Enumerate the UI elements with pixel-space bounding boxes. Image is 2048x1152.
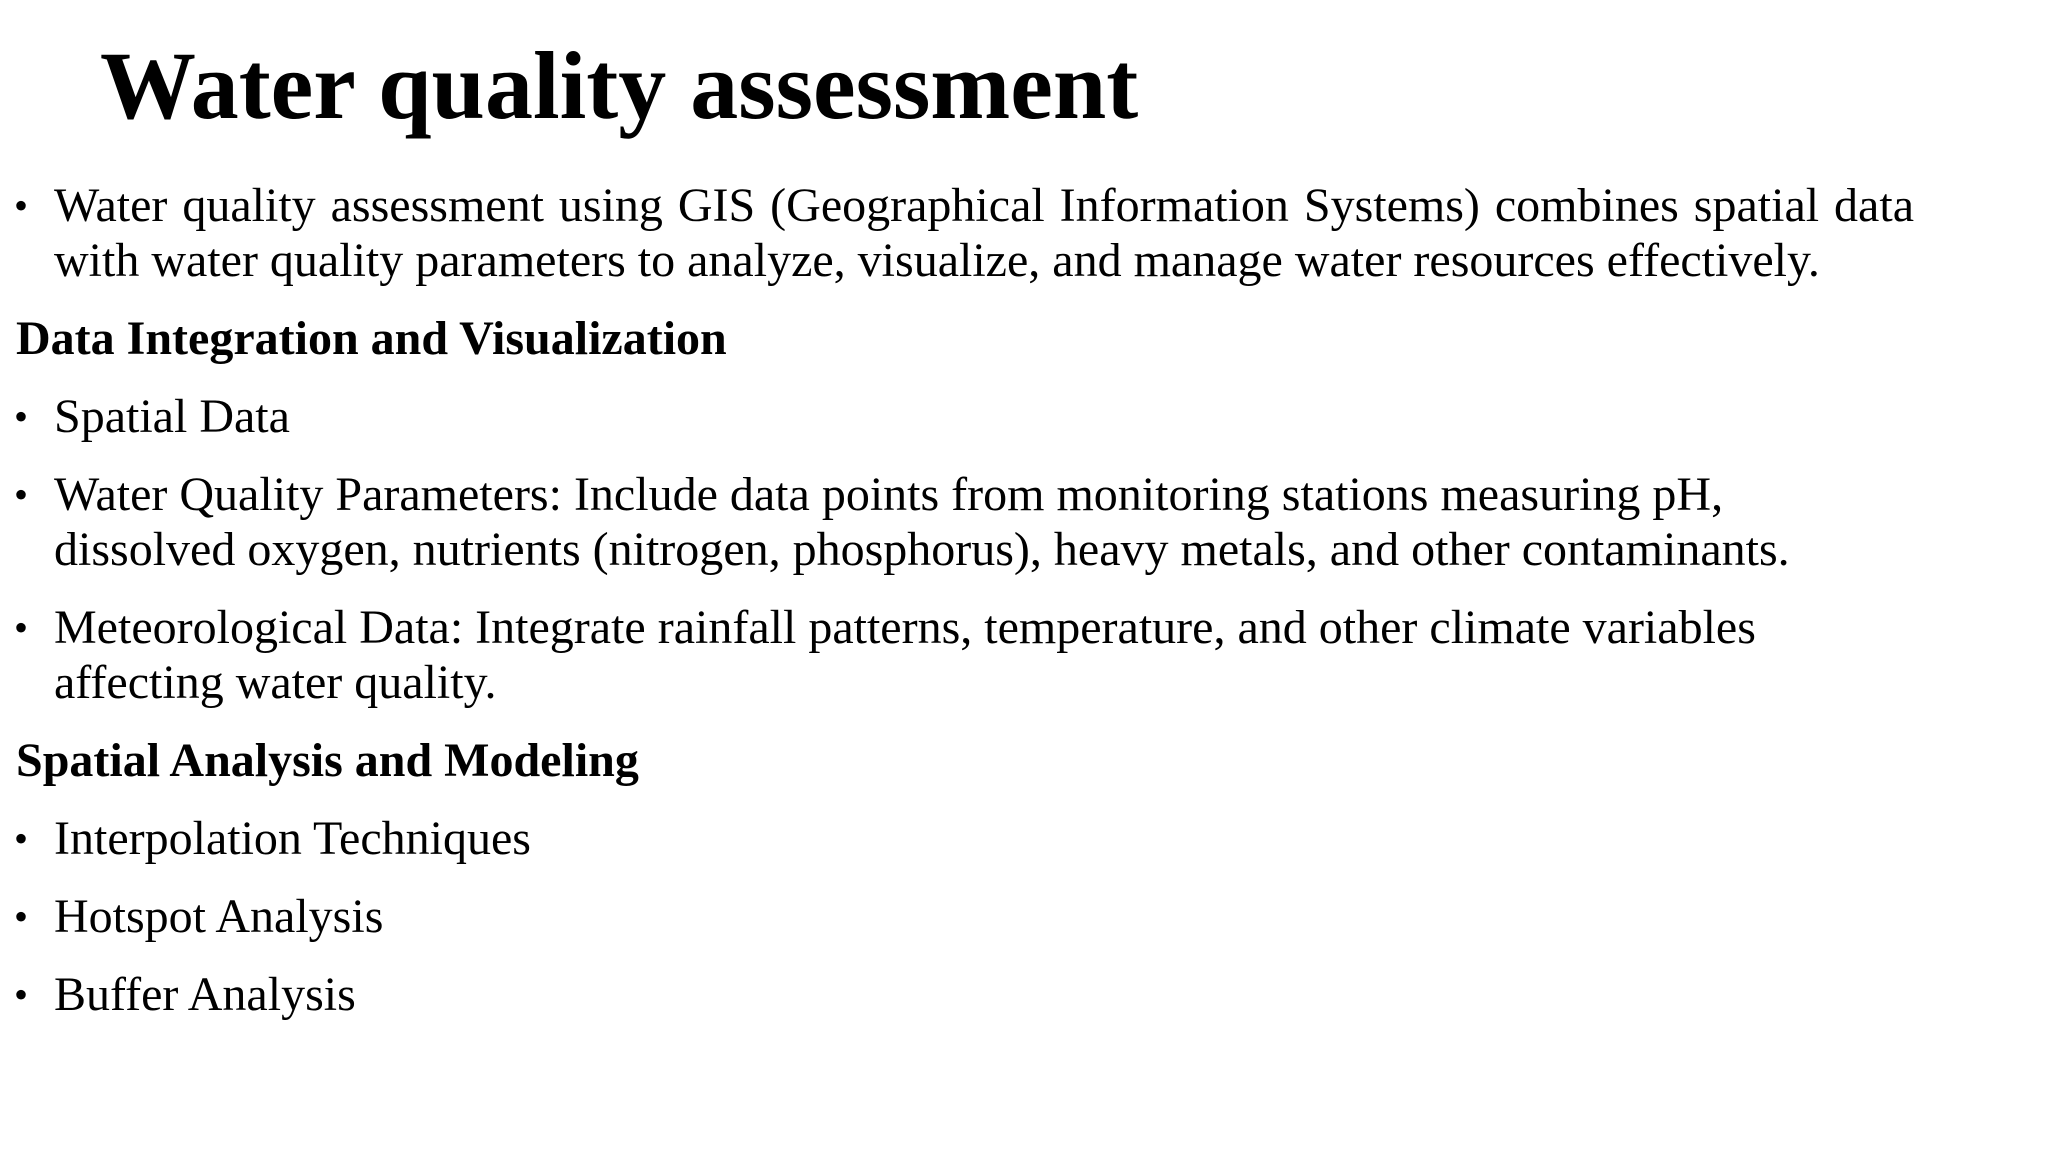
slide-title: Water quality assessment	[100, 32, 1139, 139]
bullet-icon: •	[14, 183, 29, 228]
list-item	[14, 811, 1914, 866]
bullet-icon: •	[14, 605, 29, 650]
list-item	[14, 467, 1884, 577]
section-heading-spatial-analysis: Spatial Analysis and Modeling	[16, 734, 639, 787]
list-item	[14, 389, 1914, 444]
list-item	[14, 600, 1934, 710]
slide-content	[14, 178, 1914, 1045]
list-item-text: Hotspot Analysis	[54, 890, 384, 943]
bullet-icon: •	[14, 894, 29, 939]
intro-bullet-item	[14, 178, 1914, 288]
list-item-text: Meteorological Data: Integrate rainfall patterns, temperature, and other climate variables affecting water quality.	[54, 601, 1756, 709]
bullet-icon: •	[14, 972, 29, 1017]
intro-text: Water quality assessment using GIS (Geographical Information Systems) combines spatial data with water quality parameters to analyze, visualize, and manage water resources effectively.	[54, 179, 1914, 287]
section-heading-data-integration: Data Integration and Visualization	[16, 312, 727, 365]
list-item-text: Water Quality Parameters: Include data points from monitoring stations measuring pH, dissolved oxygen, nutrients (nitrogen, phosphorus), heavy metals, and other contaminants.	[54, 468, 1790, 576]
list-item-text: Interpolation Techniques	[54, 812, 531, 865]
list-item	[14, 967, 1914, 1022]
list-item-text: Buffer Analysis	[54, 968, 356, 1021]
bullet-icon: •	[14, 394, 29, 439]
list-item-text: Spatial Data	[54, 390, 290, 443]
list-item	[14, 889, 1914, 944]
bullet-icon: •	[14, 816, 29, 861]
bullet-icon: •	[14, 472, 29, 517]
